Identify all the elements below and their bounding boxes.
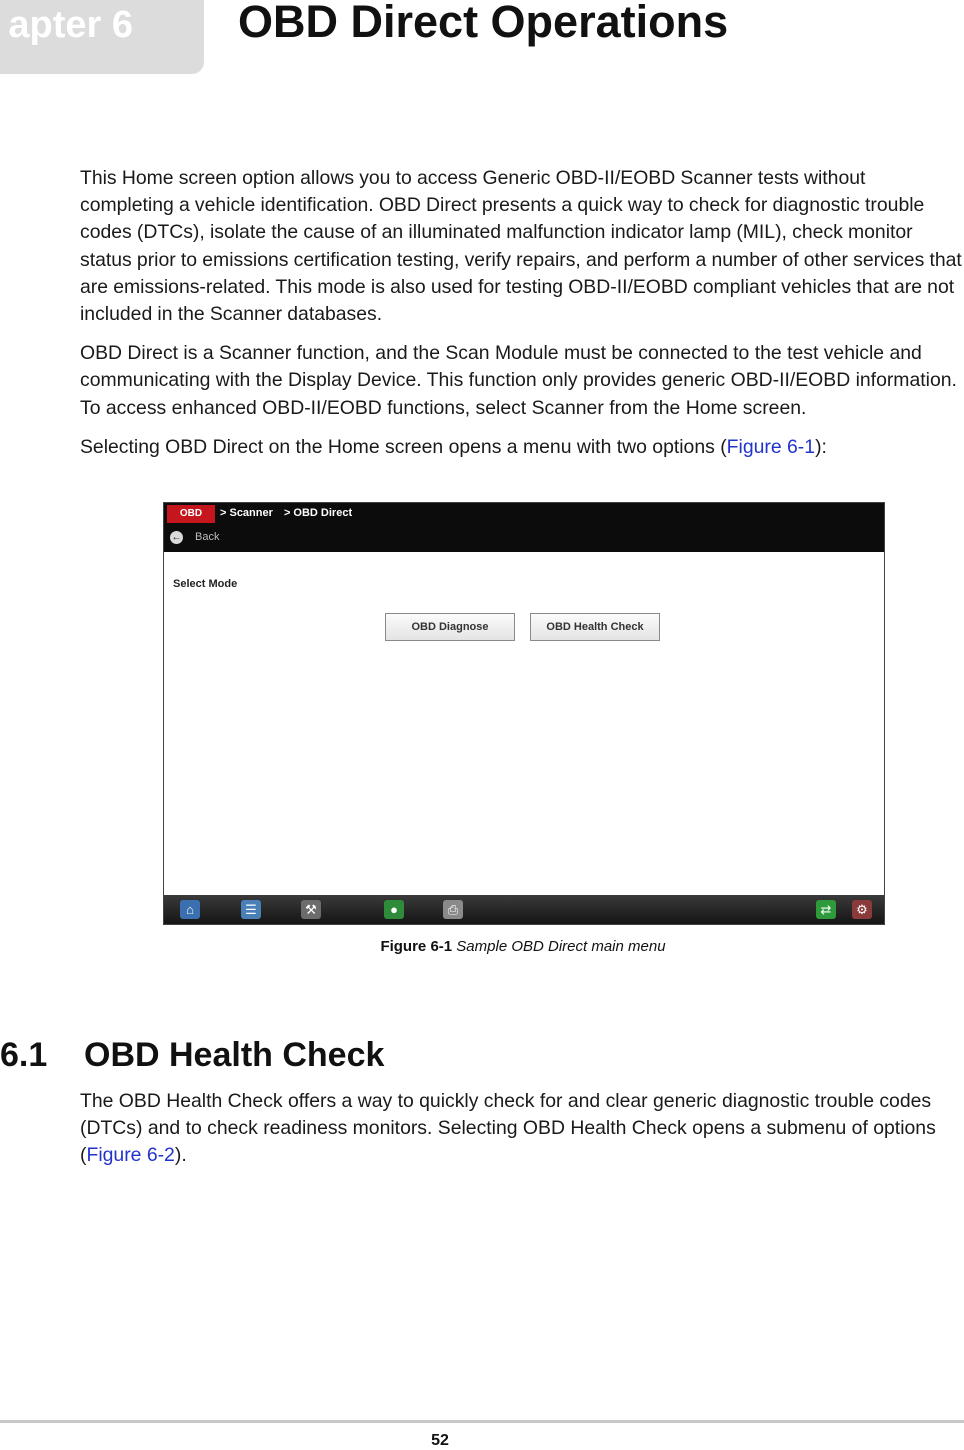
tools-icon[interactable]: ⚒	[301, 900, 321, 919]
breadcrumb	[220, 505, 360, 521]
breadcrumb-scanner[interactable]: > Scanner	[220, 507, 273, 519]
list-icon[interactable]: ☰	[241, 900, 261, 919]
vehicle-icon[interactable]: ●	[384, 900, 404, 919]
intro-paragraph-3: Selecting OBD Direct on the Home screen opens a menu with two options (Figure 6-1):	[80, 435, 827, 458]
chapter-tab	[0, 0, 204, 74]
section-title: OBD Health Check	[84, 1036, 385, 1074]
back-button[interactable]	[170, 529, 219, 545]
bottom-toolbar	[164, 895, 884, 924]
figure-title-bar	[164, 503, 884, 552]
select-mode-label: Select Mode	[173, 578, 238, 590]
caption-label: Figure 6-1	[380, 938, 453, 955]
figure-caption	[0, 938, 964, 955]
connection-icon[interactable]: ⇄	[816, 900, 836, 919]
section-number: 6.1	[0, 1036, 48, 1074]
obd-diagnose-button[interactable]: OBD Diagnose	[385, 613, 515, 641]
intro-text	[80, 165, 964, 461]
footer-rule	[0, 1420, 964, 1423]
figure-6-2-link[interactable]: Figure 6-2	[86, 1144, 175, 1167]
obd-health-check-button[interactable]: OBD Health Check	[530, 613, 660, 641]
caption-text: Sample OBD Direct main menu	[456, 938, 666, 955]
section-heading	[0, 1036, 384, 1075]
section-paragraph: The OBD Health Check offers a way to quickly check for and clear generic diagnostic trouble codes (DTCs) and to check readiness monitors. Selecting OBD Health Check opens a submenu of options (Figure 6-2).	[80, 1090, 936, 1167]
home-icon[interactable]: ⌂	[180, 900, 200, 919]
figure-6-1-link[interactable]: Figure 6-1	[726, 435, 816, 458]
chapter-label: apter 6	[8, 4, 133, 46]
scanner-logo-icon: OBD	[167, 505, 215, 523]
section-text	[80, 1088, 964, 1170]
back-arrow-icon: ←	[171, 531, 182, 543]
obd-direct-screenshot	[163, 502, 885, 925]
breadcrumb-obd-direct: > OBD Direct	[283, 507, 353, 519]
page-number: 52	[431, 1432, 449, 1449]
back-label: Back	[195, 531, 220, 543]
printer-icon[interactable]: ⎙	[443, 900, 463, 919]
intro-paragraph-1: This Home screen option allows you to access Generic OBD-II/EOBD Scanner tests without completing a vehicle identification. OBD Direct presents a quick way to check for diagnostic trouble codes (DTCs), isolate the cause of an illuminated malfunction indicator lamp (MIL), check monitor status prior to emissions certification testing, verify repairs, and perform a number of other services that are emissions-related. This mode is also used for testing OBD-II/EOBD compliant vehicles that are not included in the Scanner databases.	[80, 167, 962, 326]
intro-paragraph-2: OBD Direct is a Scanner function, and the Scan Module must be connected to the test vehicle and communicating with the Display Device. This function only provides generic OBD-II/EOBD information. To access enhanced OBD-II/EOBD functions, select Scanner from the Home screen.	[80, 342, 957, 419]
page-title: OBD Direct Operations	[238, 0, 729, 47]
settings-icon[interactable]: ⚙	[852, 900, 872, 919]
